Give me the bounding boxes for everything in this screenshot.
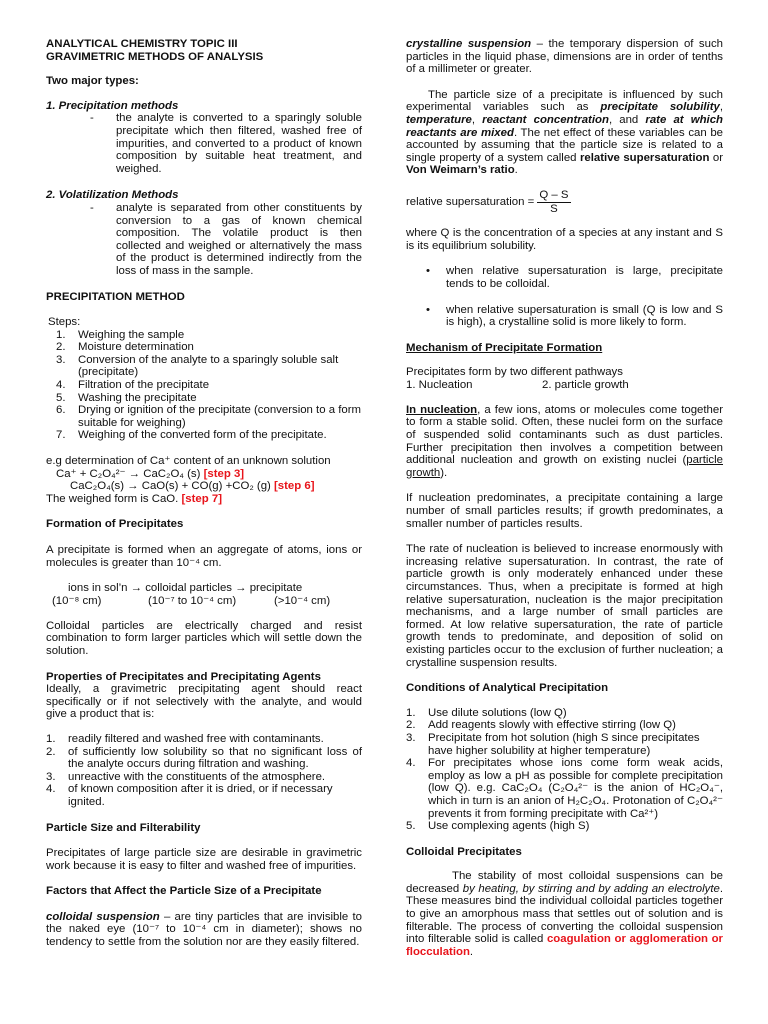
mechanism-text: Precipitates form by two different pathways <box>406 366 623 379</box>
list-item: 2. Add reagents slowly with effective stirring (low Q) <box>406 719 676 732</box>
list-item: 1. Weighing the sample <box>56 328 185 341</box>
left-column <box>46 38 362 949</box>
volatilization-methods-desc: - analyte is separated from other constituents by conversion to a gas of known chemical composition. The volatile product is then collected and weighed or alternatively the mass of the product is determined indirectly from the loss of mass in the sample. <box>90 201 362 277</box>
crystalline-suspension-def: crystalline suspension – the temporary dispersion of such particles in the liquid phase, dimensions are in order of tenths of a millimeter or greater. <box>406 38 723 76</box>
formula-fraction: $\frac{Q - S}{S}$ <box>539 188 569 215</box>
equation-1: Ca⁺ + C₂O₄²⁻ → CaC₂O₄ (s) [step 3] <box>56 467 245 480</box>
if-nucleation-text: If nucleation predominates, a precipitate containing a large number of small particles results; if growth predominates, a smaller number of particles results. <box>406 492 723 530</box>
example-line: e.g determination of Ca⁺ content of an unknown solution <box>46 455 331 468</box>
list-item: 1. readily filtered and washed free with contaminants. <box>46 732 324 745</box>
particle-sizes: (10⁻⁸ cm) (10⁻⁷ to 10⁻⁴ cm) (>10⁻⁴ cm) <box>52 594 331 607</box>
list-item: 5. Washing the precipitate <box>56 391 197 404</box>
formation-heading: Formation of Precipitates <box>46 518 184 531</box>
factors-heading: Factors that Affect the Particle Size of a Precipitate <box>46 885 322 898</box>
doc-title-2: GRAVIMETRIC METHODS OF ANALYSIS <box>46 50 264 63</box>
nucleation-text: In nucleation, a few ions, atoms or molecules come together to form a stable solid. Often, these nuclei form on the surface of suspended solid contaminants such as dust particles. Further precipitation then involves a competition between additional nucleation and growth on existing nuclei (particle growth). <box>406 403 724 479</box>
where-text: where Q is the concentration of a species at any instant and S is its equilibrium solubility. <box>406 227 723 252</box>
particle-flow: ions in sol’n → colloidal particles → precipitate <box>68 582 303 595</box>
list-item: • when relative supersaturation is large, precipitate tends to be colloidal. <box>426 265 723 290</box>
list-item: 4. of known composition after it is dried, or if necessary ignited. <box>46 783 333 808</box>
list-item: 7. Weighing of the converted form of the precipitate. <box>56 429 327 442</box>
list-item: 3. Conversion of the analyte to a sparingly soluble salt (precipitate) <box>56 353 339 379</box>
list-item: 3. unreactive with the constituents of the atmosphere. <box>46 770 326 783</box>
list-item: 2. Moisture determination <box>56 341 194 354</box>
particle-size-heading: Particle Size and Filterability <box>46 821 201 834</box>
colloid-text: Colloidal particles are electrically charged and resist combination to form larger particles which will settle down the solution. <box>46 619 362 657</box>
particle-size-influence: The particle size of a precipitate is influenced by such experimental variables such as precipitate solubility, temperature, reactant concentration, and rate at which reactants are mixed. The net effect of these variables can be accounted by assuming that the particle size is related to a single property of a system called relative supersaturation or Von Weimarn’s ratio. <box>406 88 723 177</box>
precipitation-method-heading: PRECIPITATION METHOD <box>46 290 185 303</box>
properties-heading: Properties of Precipitates and Precipitating Agents <box>46 670 321 683</box>
conditions-list <box>406 707 723 833</box>
mechanism-pathways: 1. Nucleation 2. particle growth <box>406 378 629 391</box>
nucleation-rate-text: The rate of nucleation is believed to increase enormously with increasing relative supersaturation. In contrast, the rate of particle growth is only moderately enhanced under these circumstances. Thus, when a precipitate is formed at high relative supersaturation, nucleation is the major precipitation mechanisms, and a large number of small particles are formed. At low relative supersaturation, the rate of particle growth tends to predominate, and deposition of solid on existing particles occur to the exclusion of further nucleation; a crystalline suspension results. <box>406 543 723 669</box>
mechanism-heading: Mechanism of Precipitate Formation <box>406 341 603 354</box>
steps-list <box>46 329 362 442</box>
list-item: 1. Use dilute solutions (low Q) <box>406 706 567 719</box>
list-item: 3. Precipitate from hot solution (high S since precipitates have higher solubility at higher temperature) <box>406 731 700 757</box>
formation-text: A precipitate is formed when an aggregate of atoms, ions or molecules is greater than 10⁻⁴ cm. <box>46 544 362 569</box>
volatilization-methods-heading: 2. Volatilization Methods <box>46 189 179 202</box>
doc-title-1: ANALYTICAL CHEMISTRY TOPIC III <box>46 38 238 50</box>
list-item: 2. of sufficiently low solubility so that no significant loss of the analyte occurs during filtration and washing. <box>46 745 362 771</box>
properties-text: Ideally, a gravimetric precipitating agent should react specifically or if not selectively with the analyte, and would give a product that is: <box>46 683 362 721</box>
supersaturation-formula: relative supersaturation = $\frac{Q - S}{S}$ <box>406 188 569 215</box>
list-item: 6. Drying or ignition of the precipitate (conversion to a form suitable for weighing) <box>56 404 362 429</box>
colloidal-precipitates-text: The stability of most colloidal suspensions can be decreased by heating, by stirring and by adding an electrolyte. These measures bind the individual colloidal particles together to give an amorphous mass that settles out of solution and is filterable. The process of converting the colloidal suspension into filterable solid is called coagulation or agglomeration or flocculation. <box>406 870 724 958</box>
weighed-form-line: The weighed form is CaO. [step 7] <box>46 492 222 505</box>
precipitation-methods-desc: - the analyte is converted to a sparingly soluble precipitate which then filtered, washed free of impurities, and converted to a product of known composition by suitable heat treatment, and weighed. <box>90 112 362 175</box>
right-column <box>406 38 723 958</box>
list-item: 5. Use complexing agents (high S) <box>406 820 590 833</box>
colloidal-suspension-def: colloidal suspension – are tiny particles that are invisible to the naked eye (10⁻⁷ to 10⁻⁴ cm in diameter); shows no tendency to settle from the solution nor are they easily filtered. <box>46 910 362 949</box>
equation-2: CaC₂O₄(s) → CaO(s) + CO(g) +CO₂ (g) [step 6] <box>70 480 315 493</box>
colloidal-precipitates-heading: Colloidal Precipitates <box>406 845 522 858</box>
list-item: 4. Filtration of the precipitate <box>56 379 210 392</box>
list-item: • when relative supersaturation is small (Q is low and S is high), a crystalline solid is more likely to form. <box>426 303 723 329</box>
list-item: 4. For precipitates whose ions come form weak acids, employ as low a pH as possible for complete precipitation (low Q). e.g. CaC₂O₄ (C₂O₄²⁻ is the anion of HC₂O₄⁻, which in turn is an anion of H₂C₂O₄. Protonation of C₂O₄²⁻ prevents it from forming precipitate with Ca²⁺) <box>406 757 723 820</box>
steps-label: Steps: <box>48 316 81 329</box>
two-types-heading: Two major types: <box>46 75 139 88</box>
particle-size-text: Precipitates of large particle size are desirable in gravimetric work because it is easy to filter and washed free of impurities. <box>46 847 362 872</box>
conditions-heading: Conditions of Analytical Precipitation <box>406 682 609 695</box>
supersaturation-bullets <box>406 265 723 328</box>
properties-list <box>46 733 362 809</box>
precipitation-methods-heading: 1. Precipitation methods <box>46 99 179 112</box>
